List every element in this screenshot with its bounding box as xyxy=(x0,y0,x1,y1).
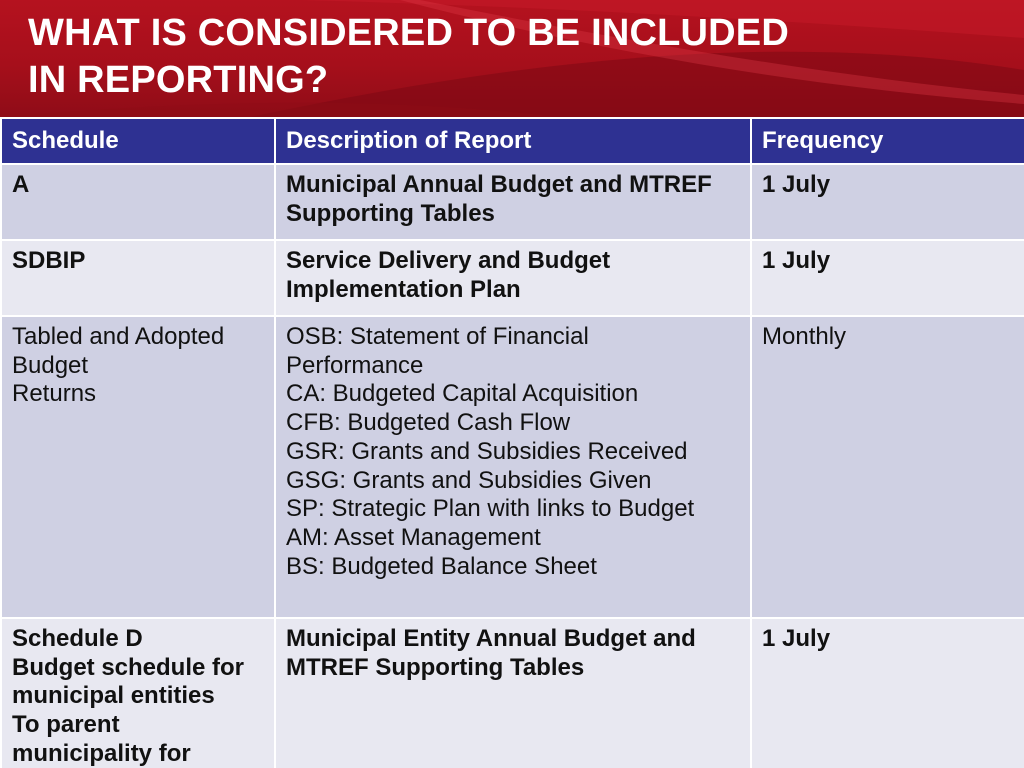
description-text: MTREF Supporting Tables xyxy=(286,653,585,681)
schedule-cell xyxy=(1,316,275,618)
description-text: Implementation Plan xyxy=(286,275,521,303)
table-row xyxy=(1,240,1024,316)
description-text: CFB: Budgeted Cash Flow xyxy=(286,409,571,437)
schedule-text: Tabled and Adopted xyxy=(12,323,225,350)
title-line-1: WHAT IS CONSIDERED TO BE INCLUDED xyxy=(28,12,789,54)
schedule-text: Returns xyxy=(12,380,97,408)
frequency-text: 1 July xyxy=(762,171,831,198)
description-cell xyxy=(275,164,751,240)
column-header-frequency: Frequency xyxy=(751,118,1024,164)
table-row xyxy=(1,316,1024,618)
schedule-cell xyxy=(1,164,275,240)
title-banner xyxy=(0,0,1024,117)
schedule-cell xyxy=(1,618,275,768)
frequency-cell xyxy=(751,316,1024,618)
frequency-cell xyxy=(751,618,1024,768)
description-text: Supporting Tables xyxy=(286,199,495,227)
frequency-cell xyxy=(751,240,1024,316)
schedule-text: Budget xyxy=(12,351,89,379)
description-text: Service Delivery and Budget xyxy=(286,247,611,274)
description-text: OSB: Statement of Financial xyxy=(286,323,589,350)
schedule-text: Budget schedule for xyxy=(12,653,245,681)
schedule-cell xyxy=(1,240,275,316)
description-text: GSG: Grants and Subsidies Given xyxy=(286,466,652,494)
schedule-text: A xyxy=(12,171,30,198)
frequency-cell xyxy=(751,164,1024,240)
schedule-text: To parent xyxy=(12,711,120,739)
description-text: GSR: Grants and Subsidies Received xyxy=(286,437,688,465)
description-text: CA: Budgeted Capital Acquisition xyxy=(286,380,639,408)
description-cell xyxy=(275,618,751,768)
schedule-text: municipal entities xyxy=(12,682,215,710)
description-cell xyxy=(275,240,751,316)
description-text: Municipal Entity Annual Budget and xyxy=(286,625,696,652)
frequency-text: 1 July xyxy=(762,247,831,274)
page-title xyxy=(28,10,789,104)
description-text: AM: Asset Management xyxy=(286,523,541,551)
description-text: BS: Budgeted Balance Sheet xyxy=(286,552,597,580)
schedule-text: SDBIP xyxy=(12,247,86,274)
table-header-row xyxy=(1,118,1024,164)
schedule-text: Schedule D xyxy=(12,625,143,652)
title-line-2: IN REPORTING? xyxy=(28,59,329,101)
reporting-table xyxy=(0,117,1024,768)
description-text: Municipal Annual Budget and MTREF xyxy=(286,171,712,198)
frequency-text: 1 July xyxy=(762,625,831,652)
column-header-description: Description of Report xyxy=(275,118,751,164)
column-header-schedule: Schedule xyxy=(1,118,275,164)
frequency-text: Monthly xyxy=(762,323,847,350)
table-row xyxy=(1,164,1024,240)
table-row xyxy=(1,618,1024,768)
description-cell xyxy=(275,316,751,618)
schedule-text: municipality for xyxy=(12,739,191,767)
description-text: Performance xyxy=(286,351,424,379)
description-text: SP: Strategic Plan with links to Budget xyxy=(286,495,695,523)
